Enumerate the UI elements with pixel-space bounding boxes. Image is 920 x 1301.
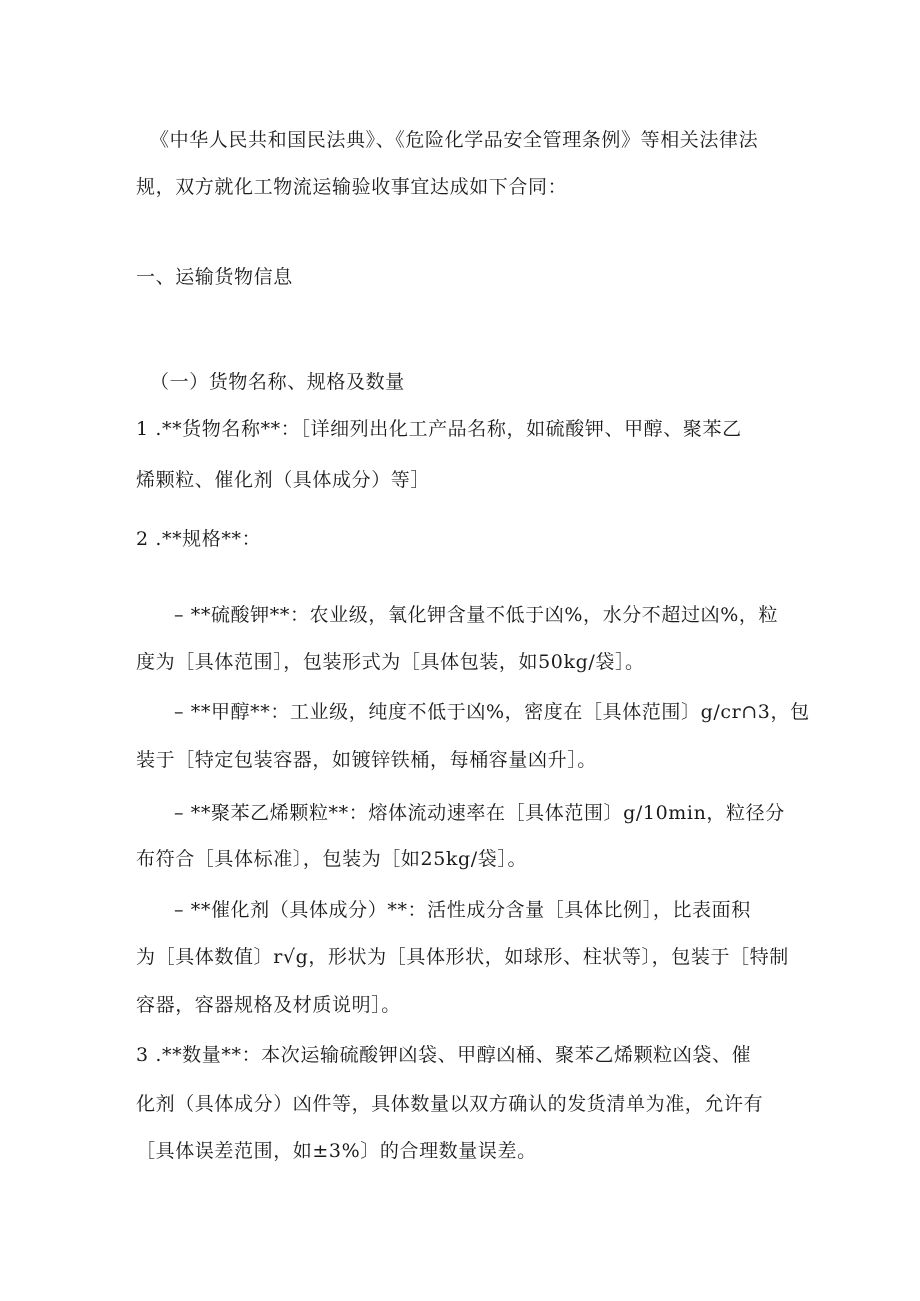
item-1-line-1: 1 .**货物名称**：［详细列出化工产品名称，如硫酸钾、甲醇、聚苯乙: [136, 418, 742, 440]
spec-polystyrene-line-2: 布符合［具体标准〕，包装为［如25kg/袋］。: [136, 848, 528, 870]
spec-catalyst-line-2: 为［具体数值〕r√g，形状为［具体形状，如球形、柱状等〕，包装于［特制: [136, 946, 789, 968]
spec-potassium-sulfate-line-1: – **硫酸钾**：农业级，氧化钾含量不低于凶%，水分不超过凶%，粒: [174, 604, 779, 626]
section-heading: 一、运输货物信息: [136, 266, 293, 288]
spec-catalyst-line-3: 容器，容器规格及材质说明］。: [136, 994, 401, 1016]
spec-potassium-sulfate-line-2: 度为［具体范围］，包装形式为［具体包装，如50kg/袋］。: [136, 651, 645, 673]
spec-methanol-line-1: – **甲醇**：工业级，纯度不低于凶%，密度在［具体范围〕g/cr∩3，包: [174, 701, 810, 723]
intro-line-2: 规，双方就化工物流运输验收事宜达成如下合同：: [136, 176, 568, 198]
spec-polystyrene-line-1: – **聚苯乙烯颗粒**：熔体流动速率在［具体范围〕g/10min，粒径分: [174, 802, 785, 824]
item-3-line-2: 化剂（具体成分）凶件等，具体数量以双方确认的发货清单为准，允许有: [136, 1093, 764, 1115]
item-3-line-3: ［具体误差范围，如±3%〕的合理数量误差。: [136, 1140, 537, 1162]
spec-catalyst-line-1: – **催化剂（具体成分）**：活性成分含量［具体比例］，比表面积: [174, 899, 751, 921]
spec-methanol-line-2: 装于［特定包装容器，如镀锌铁桶，每桶容量凶升］。: [136, 749, 597, 771]
intro-line-1: 《中华人民共和国民法典》、《危险化学品安全管理条例》等相关法律法: [150, 129, 759, 151]
subsection-heading: （一）货物名称、规格及数量: [150, 371, 405, 393]
item-2-heading: 2 .**规格**：: [136, 528, 262, 550]
item-3-line-1: 3 .**数量**：本次运输硫酸钾凶袋、甲醇凶桶、聚苯乙烯颗粒凶袋、催: [136, 1044, 752, 1066]
item-1-line-2: 烯颗粒、催化剂（具体成分）等］: [136, 469, 431, 491]
